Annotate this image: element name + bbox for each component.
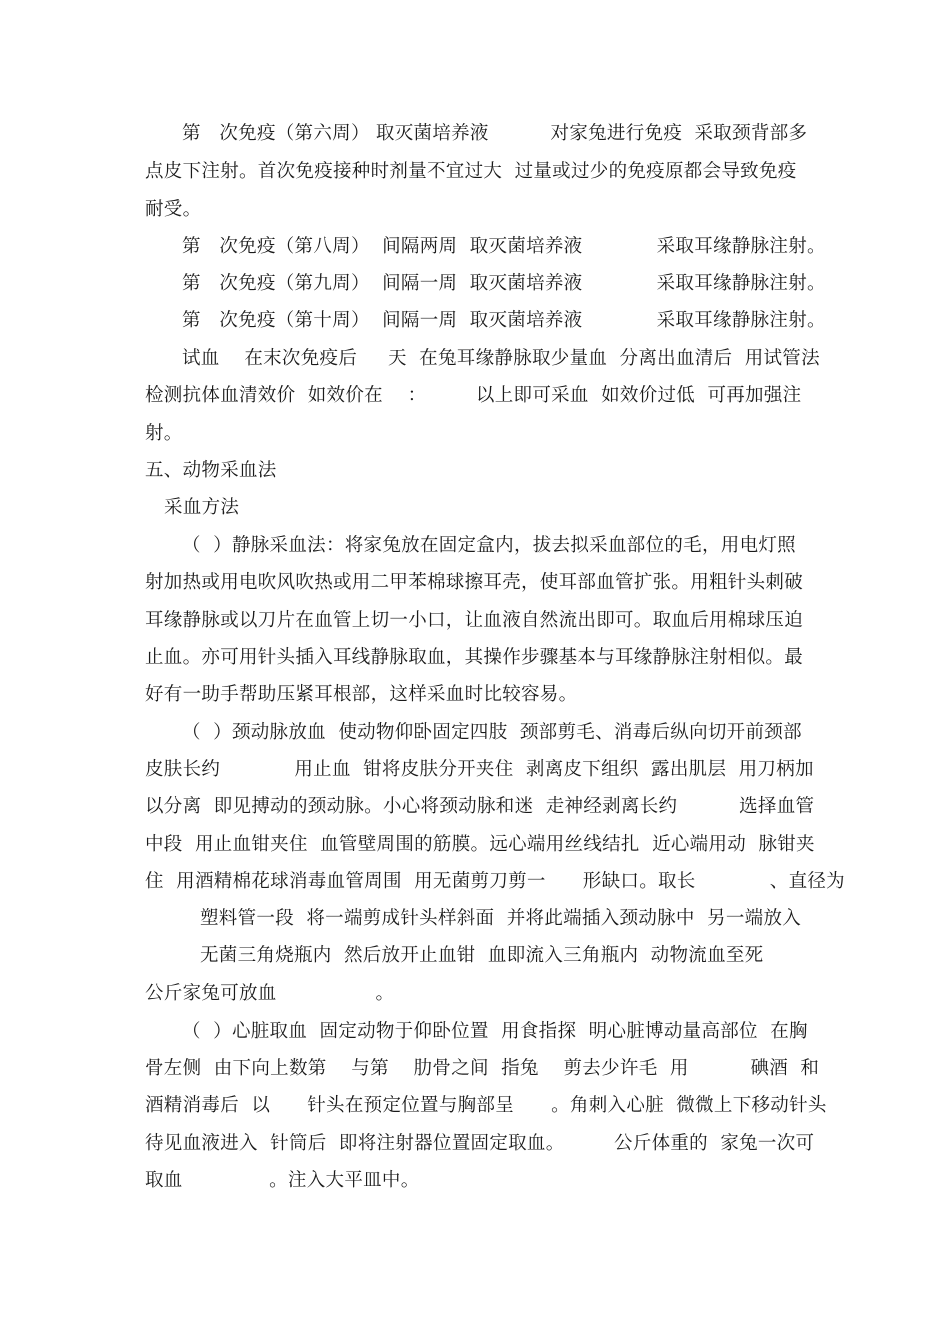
text-line: 待见血液进入 针筒后 即将注射器位置固定取血。 公斤体重的 家兔一次可 <box>145 1133 815 1154</box>
text-line: 骨左侧 由下向上数第 与第 肋骨之间 指兔 剪去少许毛 用 碘酒 和 <box>145 1058 820 1079</box>
text-line: 酒精消毒后 以 针头在预定位置与胸部呈 。角刺入心脏 微微上下移动针头 <box>145 1095 827 1116</box>
text-line: 耐受。 <box>145 199 202 220</box>
text-line: 无菌三角烧瓶内 然后放开止血钳 血即流入三角瓶内 动物流血至死 <box>200 945 764 966</box>
text-line: 公斤家兔可放血 。 <box>145 983 395 1004</box>
text-line: 检测抗体血清效价 如效价在 ： 以上即可采血 如效价过低 可再加强注 <box>145 385 802 406</box>
text-line: （ ）心脏取血 固定动物于仰卧位置 用食指探 明心脏博动量高部位 在胸 <box>182 1021 808 1042</box>
subsection-heading: 采血方法 <box>164 497 240 518</box>
text-line: 第 次免疫（第八周） 间隔两周 取灭菌培养液 采取耳缘静脉注射。 <box>182 236 826 257</box>
text-line: 以分离 即见搏动的颈动脉。小心将颈动脉和迷 走神经剥离长约 选择血管 <box>145 796 815 817</box>
text-line: 塑料管一段 将一端剪成针头样斜面 并将此端插入颈动脉中 另一端放入 <box>200 908 802 929</box>
text-line: 住 用酒精棉花球消毒血管周围 用无菌剪刀剪一 形缺口。取长 、直径为 <box>145 871 845 892</box>
text-line: （ ）静脉采血法：将家兔放在固定盒内，拔去拟采血部位的毛，用电灯照 <box>182 535 796 556</box>
text-line: 中段 用止血钳夹住 血管壁周围的筋膜。远心端用丝线结扎 近心端用动 脉钳夹 <box>145 834 815 855</box>
text-line: 第 次免疫（第十周） 间隔一周 取灭菌培养液 采取耳缘静脉注射。 <box>182 310 826 331</box>
text-line: 射加热或用电吹风吹热或用二甲苯棉球擦耳壳，使耳部血管扩张。用粗针头刺破 <box>145 572 804 593</box>
text-line: 好有一助手帮助压紧耳根部，这样采血时比较容易。 <box>145 684 578 705</box>
text-line: 耳缘静脉或以刀片在血管上切一小口，让血液自然流出即可。取血后用棉球压迫 <box>145 610 804 631</box>
text-line: 第 次免疫（第九周） 间隔一周 取灭菌培养液 采取耳缘静脉注射。 <box>182 273 826 294</box>
text-line: 止血。亦可用针头插入耳线静脉取血，其操作步骤基本与耳缘静脉注射相似。最 <box>145 647 804 668</box>
text-line: 点皮下注射。首次免疫接种时剂量不宜过大 过量或过少的免疫原都会导致免疫 <box>145 161 797 182</box>
text-line: （ ）颈动脉放血 使动物仰卧固定四肢 颈部剪毛、消毒后纵向切开前颈部 <box>182 722 802 743</box>
text-line: 皮肤长约 用止血 钳将皮肤分开夹住 剥离皮下组织 露出肌层 用刀柄加 <box>145 759 814 780</box>
text-line: 射。 <box>145 423 183 444</box>
text-line: 试血 在末次免疫后 天 在兔耳缘静脉取少量血 分离出血清后 用试管法 <box>182 348 820 369</box>
text-line: 第 次免疫（第六周） 取灭菌培养液 对家兔进行免疫 采取颈背部多 <box>182 123 808 144</box>
section-heading: 五、动物采血法 <box>145 460 277 481</box>
text-line: 取血 。注入大平皿中。 <box>145 1170 420 1191</box>
